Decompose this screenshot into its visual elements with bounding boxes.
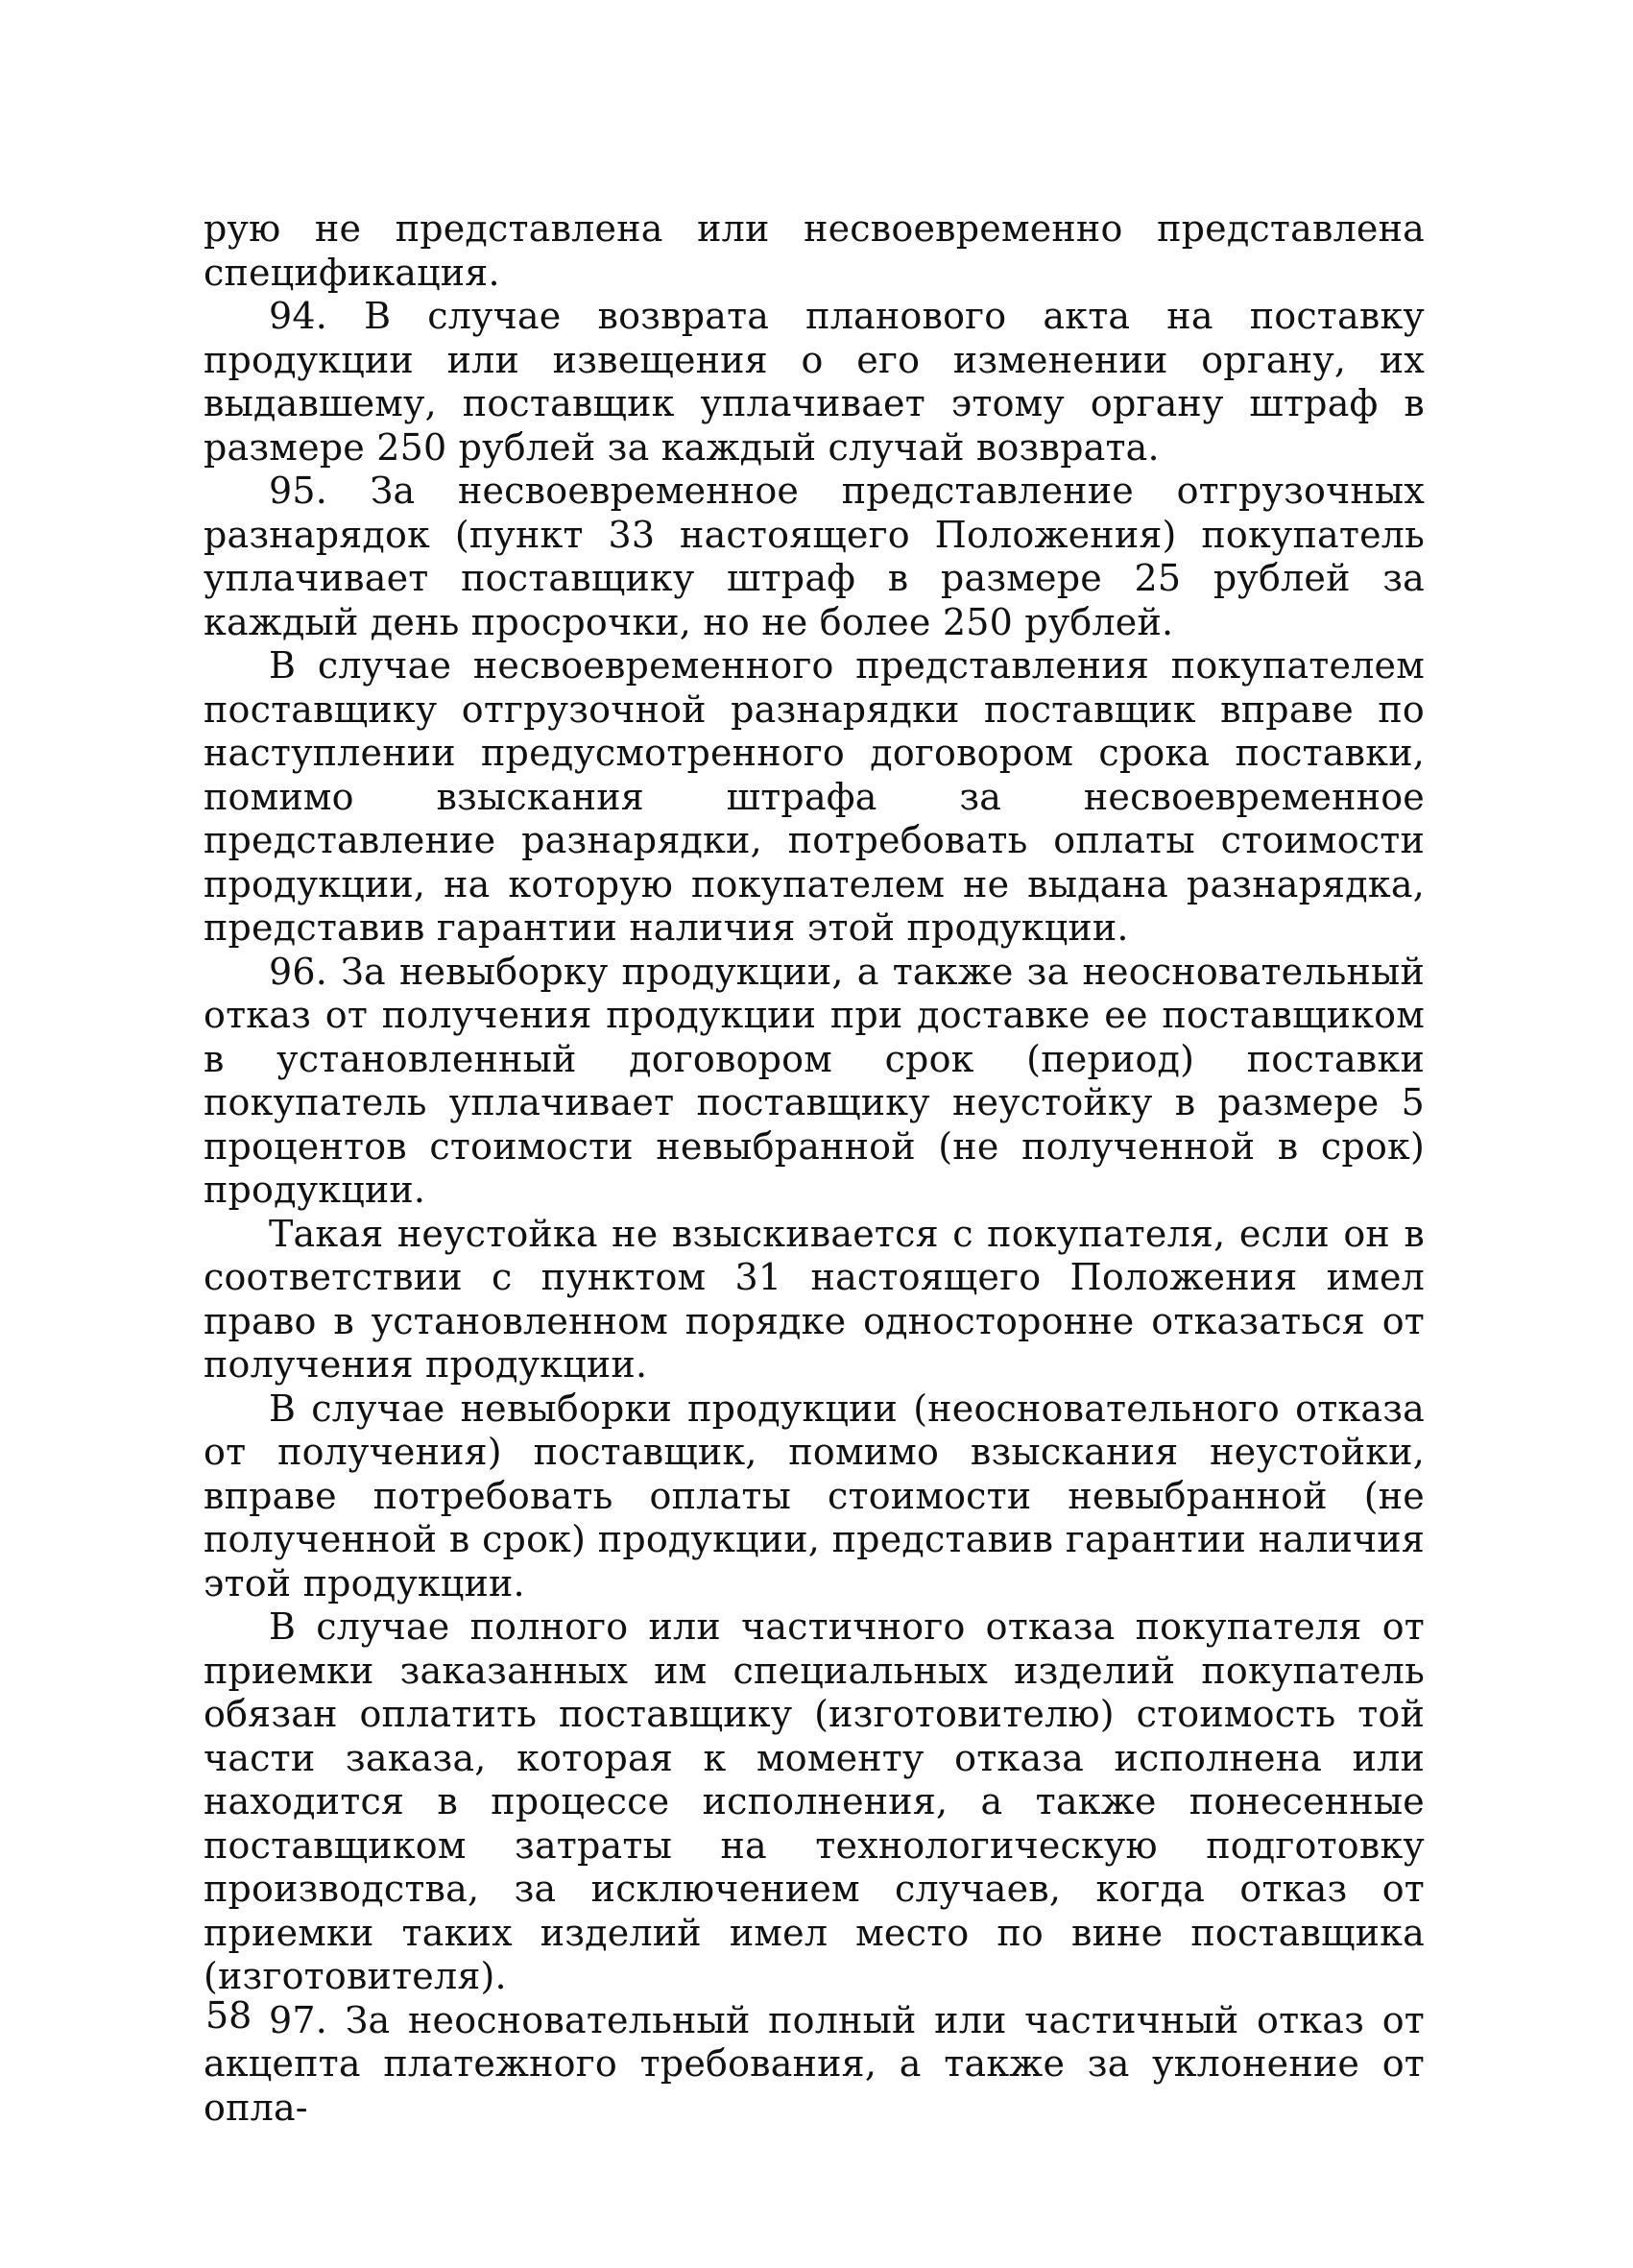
body-text xyxy=(204,207,1425,2130)
paragraph-96-nonselection: В случае невыборки продукции (неосновательного отказа от получения) поставщик, помимо взыскания неустойки, вправе потребовать оплаты стоимости невыбранной (не полученной в срок) продукции, представив гарантии наличия этой продукции. xyxy=(204,1387,1425,1604)
paragraph-97: 97. За неосновательный полный или частичный отказ от акцепта платежного требования, а также за уклонение от опла- xyxy=(204,1998,1425,2129)
page-number: 58 xyxy=(205,1994,252,2037)
paragraph-96-exception: Такая неустойка не взыскивается с покупателя, если он в соответствии с пунктом 31 настоящего Положения имел право в установленном порядке односторонне отказаться от получения продукции. xyxy=(204,1212,1425,1386)
paragraph-continuation: рую не представлена или несвоевременно представлена спецификация. xyxy=(204,207,1425,294)
paragraph-95-continued: В случае несвоевременного представления покупателем поставщику отгрузочной разнарядки поставщик вправе по наступлении предусмотренного договором срока поставки, помимо взыскания штрафа за несвоевременное представление разнарядки, потребовать оплаты стоимости продукции, на которую покупателем не выдана разнарядка, представив гарантии наличия этой продукции. xyxy=(204,644,1425,949)
paragraph-96-refusal: В случае полного или частичного отказа покупателя от приемки заказанных им специальных изделий покупатель обязан оплатить поставщику (изготовителю) стоимость той части заказа, которая к моменту отказа исполнена или находится в процессе исполнения, а также понесенные поставщиком затраты на технологическую подготовку производства, за исключением случаев, когда отказ от приемки таких изделий имел место по вине поставщика (изготовителя). xyxy=(204,1605,1425,1997)
paragraph-94: 94. В случае возврата планового акта на поставку продукции или извещения о его изменении органу, их выдавшему, поставщик уплачивает этому органу штраф в размере 250 рублей за каждый случай возврата. xyxy=(204,295,1425,469)
paragraph-95: 95. За несвоевременное представление отгрузочных разнарядок (пункт 33 настоящего Положения) покупатель уплачивает поставщику штраф в размере 25 рублей за каждый день просрочки, но не более 250 рублей. xyxy=(204,470,1425,643)
paragraph-96: 96. За невыборку продукции, а также за неосновательный отказ от получения продукции при доставке ее поставщиком в установленный договором срок (период) поставки покупатель уплачивает поставщику неустойку в размере 5 процентов стоимости невыбранной (не полученной в срок) продукции. xyxy=(204,950,1425,1211)
